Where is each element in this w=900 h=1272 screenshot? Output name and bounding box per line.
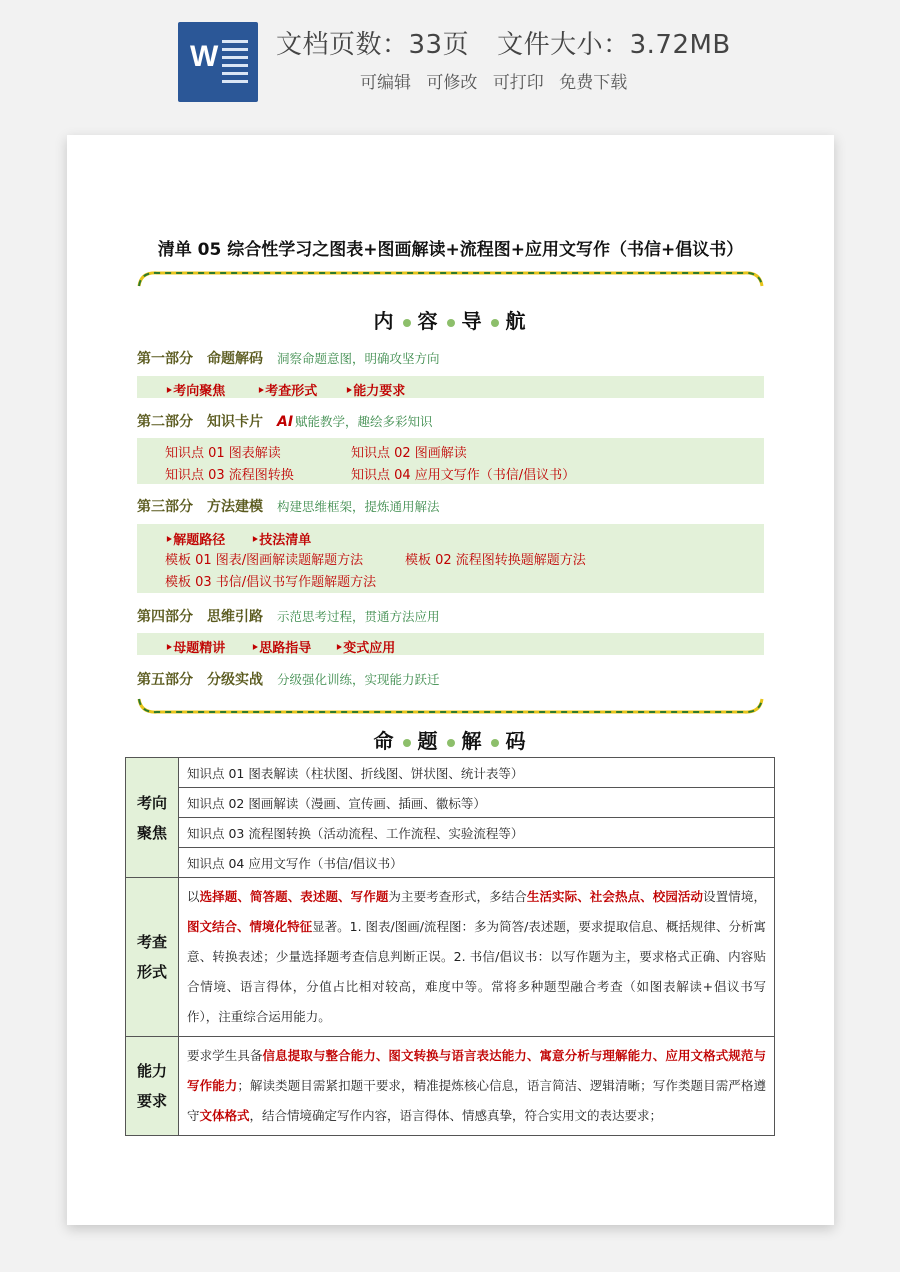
file-size: 文件大小：3.72MB: [497, 30, 731, 60]
ability-description: 要求学生具备信息提取与整合能力、图文转换与语言表达能力、寓意分析与理解能力、应用文格式规范与写作能力；解读类题目需紧扣题干要求，精准提炼核心信息，语言简洁、逻辑清晰；写作类题目需严格遵守文体格式，结合情境确定写作内容，语言得体、情感真挚，符合实用文的表达要求；: [179, 1037, 775, 1136]
decorative-divider-bottom: [137, 695, 764, 717]
decorative-divider-top: [137, 268, 764, 290]
section-title: 命 题 解 码: [373, 729, 528, 753]
part-3-band: [137, 524, 764, 593]
band-item: 模板 01 图表/图画解读题解题方法: [165, 553, 364, 568]
row-label-ability: 能力 要求: [126, 1037, 179, 1136]
band-item: ‣解题路径: [165, 533, 226, 548]
band-item: 模板 03 书信/倡议书写作题解题方法: [165, 575, 377, 590]
part-4-band: [137, 633, 764, 655]
feature-modifiable: 可修改: [426, 73, 478, 93]
table-row: [126, 818, 775, 848]
page-count: 文档页数：33页: [276, 30, 470, 60]
feature-editable: 可编辑: [360, 73, 411, 93]
banner-title: [276, 24, 731, 61]
table-cell: 知识点 04 应用文写作（书信/倡议书）: [179, 848, 775, 878]
header-banner: [0, 0, 900, 120]
band-item: 模板 02 流程图转换题解题方法: [405, 553, 586, 568]
part-2-band: [137, 438, 764, 484]
feature-printable: 可打印: [492, 73, 544, 93]
table-row: [126, 878, 775, 1037]
band-item: ‣母题精讲: [165, 641, 226, 656]
table-row: [126, 788, 775, 818]
band-item: ‣考查形式: [257, 384, 318, 399]
part-2-row: 第二部分 知识卡片 AI 赋能教学，趣绘多彩知识: [137, 414, 433, 430]
row-label-format: 考查 形式: [126, 878, 179, 1037]
part-1-band: [137, 376, 764, 398]
band-item: 知识点 01 图表解读: [165, 446, 281, 461]
table-row: [126, 1037, 775, 1136]
table-cell: 知识点 03 流程图转换（活动流程、工作流程、实验流程等）: [179, 818, 775, 848]
band-item: 知识点 03 流程图转换: [165, 468, 294, 483]
contents-nav-title: 内 容 导 航: [373, 309, 528, 333]
document-title: 清单 05 综合性学习之图表+图画解读+流程图+应用文写作（书信+倡议书）: [157, 240, 744, 260]
table-cell: 知识点 02 图画解读（漫画、宣传画、插画、徽标等）: [179, 788, 775, 818]
table-cell: 知识点 01 图表解读（柱状图、折线图、饼状图、统计表等）: [179, 758, 775, 788]
band-item: ‣考向聚焦: [165, 384, 226, 399]
band-item: ‣技法清单: [251, 533, 312, 548]
part-3-row: 第三部分 方法建模 构建思维框架，提炼通用解法: [137, 499, 440, 515]
document-page: [67, 135, 834, 1225]
exam-analysis-table: [125, 757, 775, 1136]
banner-features: [360, 68, 637, 93]
row-label-focus: 考向 聚焦: [126, 758, 179, 878]
table-row: [126, 848, 775, 878]
part-1-row: 第一部分 命题解码 洞察命题意图，明确攻坚方向: [137, 351, 440, 367]
part-5-row: 第五部分 分级实战 分级强化训练，实现能力跃迁: [137, 672, 440, 688]
table-row: [126, 758, 775, 788]
band-item: ‣能力要求: [345, 384, 406, 399]
feature-free-download: 免费下载: [559, 73, 628, 93]
format-description: 以选择题、简答题、表述题、写作题为主要考查形式，多结合生活实际、社会热点、校园活动设置情境，图文结合、情境化特征显著。1. 图表/图画/流程图：多为简答/表述题，要求提取信息、概括规律、分析寓意、转换表述；少量选择题考查信息判断正误。2. 书信/倡议书：以写作题为主，要求格式正确、内容贴合情境、语言得体，分值占比相对较高，难度中等。常将多种题型融合考查（如图表解读+倡议书写作），注重综合运用能力。: [179, 878, 775, 1037]
band-item: 知识点 04 应用文写作（书信/倡议书）: [351, 468, 576, 483]
band-item: ‣变式应用: [335, 641, 396, 656]
band-item: 知识点 02 图画解读: [351, 446, 467, 461]
word-document-icon: W: [178, 22, 258, 102]
band-item: ‣思路指导: [251, 641, 312, 656]
part-4-row: 第四部分 思维引路 示范思考过程，贯通方法应用: [137, 609, 440, 625]
